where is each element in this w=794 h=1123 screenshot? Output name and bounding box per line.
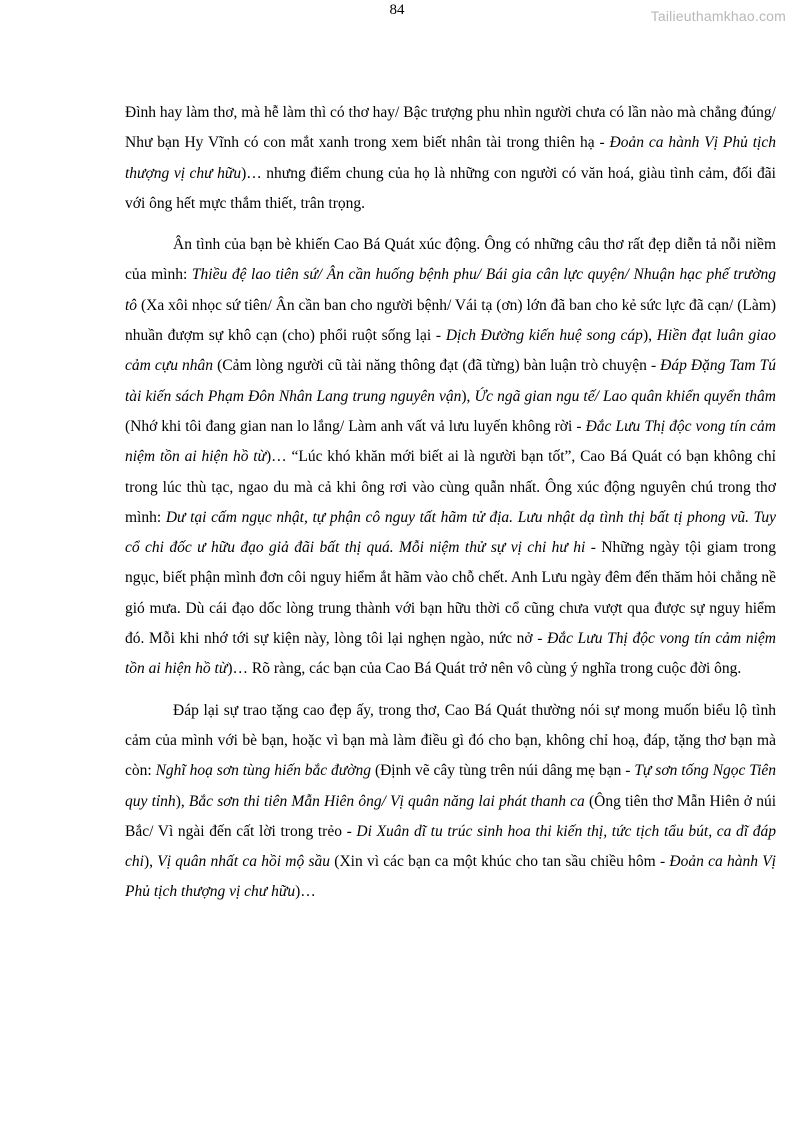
text-run: )… Rõ ràng, các bạn của Cao Bá Quát trở nên vô cùng ý nghĩa trong cuộc đời ông. bbox=[227, 660, 742, 678]
italic-citation: Thiều đệ lao tiên sứ/ Ân cần huống bệnh phu/ Bái gia cân lực quyện/ Nhuận hạc phế trường tô bbox=[125, 266, 776, 314]
italic-citation: Đoản ca hành Vị Phủ tịch thượng vị chư hữu bbox=[125, 853, 776, 901]
italic-citation: Hiền đạt luân giao cảm cựu nhân bbox=[125, 327, 776, 375]
watermark: Tailieuthamkhao.com bbox=[650, 8, 786, 24]
italic-citation: Di Xuân dĩ tu trúc sinh hoa thi kiến thị, tức tịch tẩu bút, ca dĩ đáp chi bbox=[125, 822, 776, 871]
italic-citation: Dư tại cấm ngục nhật, tự phận cô nguy tất hãm tử địa. Lưu nhật dạ tình thị bất tị phong vũ. Tuy cổ chi đốc ư hữu đạo giả đãi bất thị quá. Mỗi niệm thử sự vị chi hư hi bbox=[125, 508, 776, 557]
italic-citation: Dịch Đường kiến huệ song cáp bbox=[445, 327, 643, 345]
page-number: 84 bbox=[389, 2, 405, 18]
italic-citation: Đắc Lưu Thị độc vong tín cảm niệm tồn ai hiện hồ từ bbox=[125, 630, 776, 678]
text-run: (Nhớ khi tôi đang gian nan lo lắng/ Làm anh vất vả lưu luyến không rời - bbox=[125, 417, 586, 435]
text-run: )… bbox=[295, 883, 316, 901]
paragraph-3 bbox=[125, 696, 776, 908]
text-run: (Xin vì các bạn ca một khúc cho tan sầu chiều hôm - bbox=[330, 853, 670, 871]
text-run: - Những ngày tội giam trong ngục, biết phận mình đơn côi nguy hiểm ắt hãm vào chỗ chết. Anh Lưu ngày đêm đến thăm hỏi chẳng nề gió mưa. Dù cái đạo dốc lòng trung thành với bạn hữu thời cổ cũng chưa vượt qua được sự nguy hiểm đó. Mỗi khi nhớ tới sự kiện này, lòng tôi lại nghẹn ngào, nức nở - bbox=[125, 539, 776, 648]
text-run: ), bbox=[175, 792, 189, 810]
italic-citation: Vị quân nhất ca hồi mộ sầu bbox=[157, 853, 331, 871]
italic-citation: Đắc Lưu Thị độc vong tín cảm niệm tồn ai hiện hồ từ bbox=[125, 417, 776, 466]
text-run: (Xa xôi nhọc sứ tiên/ Ân cần ban cho người bệnh/ Vái tạ (ơn) lớn đã ban cho kẻ sức lực đã cạn/ (Làm) nhuần đượm sự khô cạn (cho) phổi ruột sống lại - bbox=[125, 296, 776, 345]
body-text bbox=[125, 98, 776, 908]
italic-citation: Ức ngã gian ngu tế/ Lao quân khiển quyển thâm bbox=[474, 387, 776, 405]
italic-citation: Nghĩ hoạ sơn tùng hiến bắc đường bbox=[155, 762, 372, 780]
italic-citation: Đáp Đặng Tam Tú tài kiến sách Phạm Đôn Nhân Lang trung nguyên vận bbox=[125, 357, 776, 405]
paragraph-2 bbox=[125, 230, 776, 684]
text-run: Ân tình của bạn bè khiến Cao Bá Quát xúc động. Ông có những câu thơ rất đẹp diễn tả nỗi niềm của mình: bbox=[125, 236, 776, 284]
text-run: Đáp lại sự trao tặng cao đẹp ấy, trong thơ, Cao Bá Quát thường nói sự mong muốn biểu lộ tình cảm của mình với bè bạn, hoặc vì bạn mà làm điều gì đó cho bạn, không chỉ hoạ, đáp, tặng thơ bạn mà còn: bbox=[125, 701, 776, 780]
text-run: (Cảm lòng người cũ tài năng thông đạt (đã từng) bàn luận trò chuyện - bbox=[213, 357, 661, 375]
italic-citation: Đoản ca hành Vị Phủ tịch thượng vị chư hữu bbox=[125, 134, 776, 182]
text-run: ), bbox=[461, 387, 475, 405]
text-run: Đình hay làm thơ, mà hễ làm thì có thơ hay/ Bậc trượng phu nhìn người chưa có lần nào mà chẳng đúng/ Như bạn Hy Vĩnh có con mắt xanh trong xem biết nhân tài trong thiên hạ - bbox=[125, 104, 776, 152]
italic-citation: Bắc sơn thi tiên Mẫn Hiên ông/ Vị quân năng lai phát thanh ca bbox=[188, 792, 585, 810]
text-run: )… nhưng điểm chung của họ là những con người có văn hoá, giàu tình cảm, đối đãi với ông hết mực thắm thiết, trân trọng. bbox=[125, 164, 776, 212]
text-run: (Ông tiên thơ Mẫn Hiên ở núi Bắc/ Vì ngài đến cất lời trong trẻo - bbox=[125, 792, 777, 840]
text-run: ), bbox=[642, 327, 657, 345]
italic-citation: Tự sơn tống Ngọc Tiên quy tỉnh bbox=[125, 762, 777, 810]
paragraph-1 bbox=[125, 98, 776, 219]
text-run: (Định vẽ cây tùng trên núi dâng mẹ bạn - bbox=[371, 762, 635, 780]
text-run: ), bbox=[143, 853, 158, 871]
text-run: )… “Lúc khó khăn mới biết ai là người bạn tốt”, Cao Bá Quát có bạn không chỉ trong lúc thù tạc, ngao du mà cả khi ông rơi vào cùng quẫn nhất. Ông xúc động nguyên chú trong thơ mình: bbox=[125, 448, 776, 526]
